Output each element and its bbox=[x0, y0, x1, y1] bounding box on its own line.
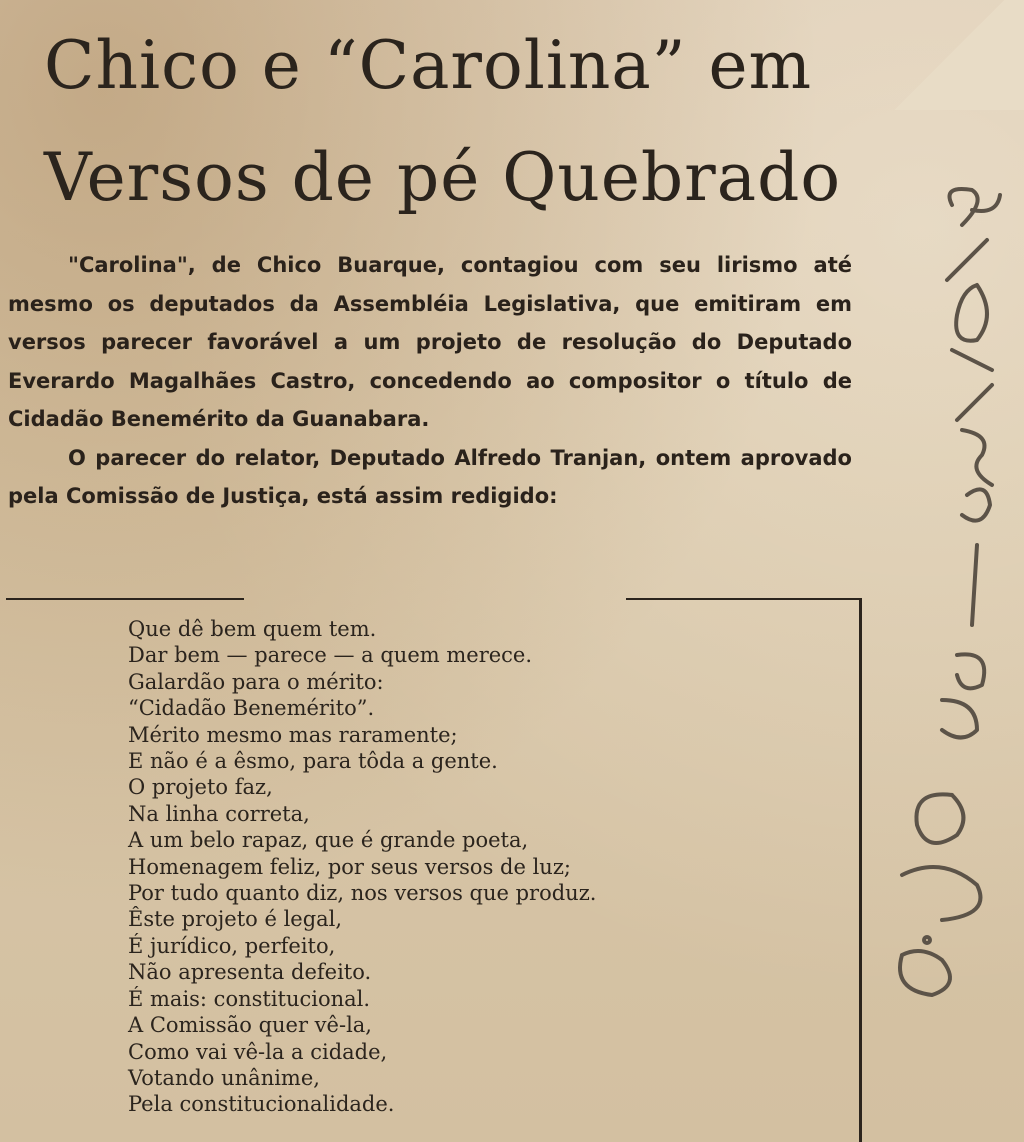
poem-line: É jurídico, perfeito, bbox=[128, 933, 336, 958]
poem bbox=[128, 616, 596, 1118]
poem-line: O projeto faz, bbox=[128, 775, 273, 800]
poem-line: Mérito mesmo mas raramente; bbox=[128, 722, 458, 747]
poem-line: Dar bem — parece — a quem merece. bbox=[128, 643, 533, 668]
poem-line: E não é a êsmo, para tôda a gente. bbox=[128, 749, 498, 774]
poem-line: Não apresenta defeito. bbox=[128, 960, 372, 985]
poem-line: “Cidadão Benemérito”. bbox=[128, 696, 375, 721]
poem-line: É mais: constitucional. bbox=[128, 986, 371, 1011]
headline bbox=[44, 10, 841, 234]
poem-line: Galardão para o mérito: bbox=[128, 669, 384, 694]
headline-line-2: Versos de pé Quebrado bbox=[44, 139, 842, 216]
torn-corner bbox=[874, 0, 1024, 110]
poem-line: Homenagem feliz, por seus versos de luz; bbox=[128, 854, 571, 879]
handwritten-margin-note bbox=[882, 185, 1012, 1005]
poem-line: Pela constitucionalidade. bbox=[128, 1092, 395, 1117]
intro-paragraph-1: "Carolina", de Chico Buarque, contagiou com seu lirismo até mesmo os deputados da Assembléia Legislativa, que emitiram em versos parecer favorável a um projeto de resolução do Deputado Everardo Magalhães Castro, concedendo ao compositor o título de Cidadão Benemérito da Guanabara. bbox=[8, 253, 852, 431]
poem-line: A um belo rapaz, que é grande poeta, bbox=[128, 828, 529, 853]
headline-line-1: Chico e “Carolina” em bbox=[44, 27, 813, 104]
poem-line: Que dê bem quem tem. bbox=[128, 617, 377, 641]
poem-line: Votando unânime, bbox=[128, 1065, 320, 1090]
poem-line: Por tudo quanto diz, nos versos que produz. bbox=[128, 881, 597, 906]
poem-line: Como vai vê-la a cidade, bbox=[128, 1039, 388, 1064]
box-rule-top-right bbox=[626, 598, 862, 600]
poem-line: Na linha correta, bbox=[128, 801, 310, 826]
intro-paragraph-2: O parecer do relator, Deputado Alfredo Tranjan, ontem aprovado pela Comissão de Justiça, está assim redigido: bbox=[8, 445, 852, 508]
poem-line: A Comissão quer vê-la, bbox=[128, 1013, 372, 1038]
handwriting-strokes bbox=[882, 185, 1012, 1005]
intro-text bbox=[8, 246, 852, 516]
box-rule-top-left bbox=[6, 598, 244, 600]
box-rule-right bbox=[859, 598, 862, 1142]
poem-box bbox=[6, 598, 862, 1142]
poem-line: Êste projeto é legal, bbox=[128, 907, 343, 932]
